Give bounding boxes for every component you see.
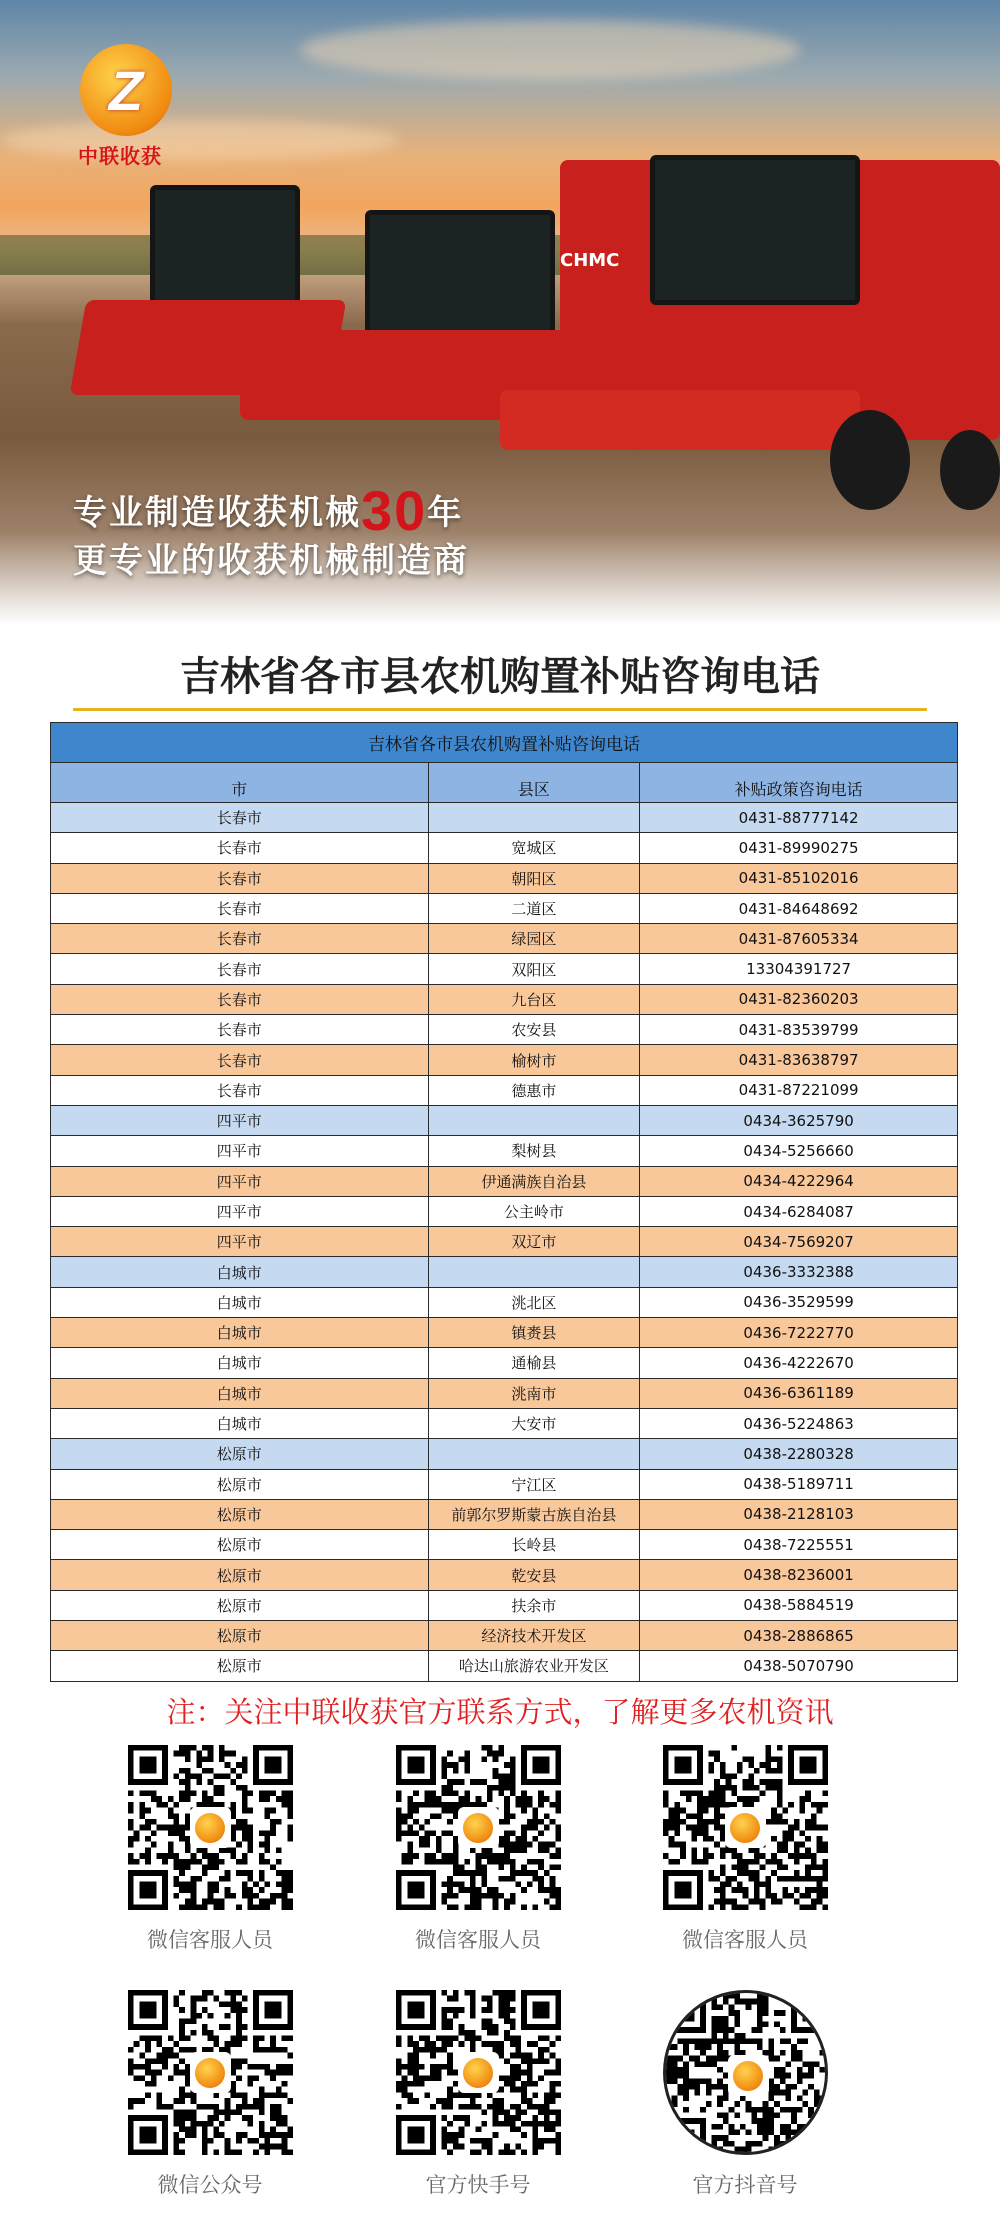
cell-district (428, 803, 640, 833)
brand-logo-icon (190, 2052, 231, 2093)
cell-city: 松原市 (51, 1530, 429, 1560)
cell-district (428, 1257, 640, 1287)
cell-phone[interactable]: 0438-2280328 (640, 1439, 958, 1469)
cell-city: 松原市 (51, 1499, 429, 1529)
cell-phone[interactable]: 0436-7222770 (640, 1318, 958, 1348)
cell-district: 哈达山旅游农业开发区 (428, 1651, 640, 1681)
cell-phone[interactable]: 0436-3529599 (640, 1287, 958, 1317)
table-row (51, 1166, 958, 1196)
cell-district: 洮南市 (428, 1378, 640, 1408)
slogan-suffix: 年 (427, 493, 464, 533)
cell-district: 公主岭市 (428, 1196, 640, 1226)
table-row (51, 893, 958, 923)
cell-city: 松原市 (51, 1439, 429, 1469)
brand-logo-icon (725, 1807, 766, 1848)
slogan-line-2: 更专业的收获机械制造商 (73, 541, 469, 581)
cell-district: 双辽市 (428, 1227, 640, 1257)
cell-city: 白城市 (51, 1348, 429, 1378)
cell-phone[interactable]: 0438-5189711 (640, 1469, 958, 1499)
cell-phone[interactable]: 0434-6284087 (640, 1196, 958, 1226)
cell-district: 双阳区 (428, 954, 640, 984)
cell-phone[interactable]: 0431-83539799 (640, 1015, 958, 1045)
qr-code[interactable] (396, 1990, 561, 2155)
cell-district: 乾安县 (428, 1560, 640, 1590)
table-row (51, 1621, 958, 1651)
cell-city: 长春市 (51, 1075, 429, 1105)
cell-district: 农安县 (428, 1015, 640, 1045)
cell-city: 白城市 (51, 1408, 429, 1438)
brand-logo-icon (728, 2055, 769, 2096)
cell-district (428, 1105, 640, 1135)
qr-label: 微信客服人员 (147, 1928, 273, 1952)
table-row (51, 1045, 958, 1075)
qr-label: 微信公众号 (157, 2173, 263, 2197)
cell-phone[interactable]: 0436-3332388 (640, 1257, 958, 1287)
cell-district: 长岭县 (428, 1530, 640, 1560)
slogan-years: 30 (361, 479, 428, 542)
cell-phone[interactable]: 0431-83638797 (640, 1045, 958, 1075)
cell-city: 长春市 (51, 924, 429, 954)
cell-phone[interactable]: 0438-5070790 (640, 1651, 958, 1681)
cell-phone[interactable]: 0431-84648692 (640, 893, 958, 923)
follow-note: 注：关注中联收获官方联系方式，了解更多农机资讯 (166, 1695, 834, 1729)
table-row (51, 1469, 958, 1499)
table-row (51, 1287, 958, 1317)
cell-district: 德惠市 (428, 1075, 640, 1105)
table-row (51, 1590, 958, 1620)
qr-item (368, 1745, 588, 1954)
cell-city: 松原市 (51, 1651, 429, 1681)
slogan-prefix: 专业制造收获机械 (73, 493, 361, 533)
cell-city: 长春市 (51, 863, 429, 893)
table-row (51, 1015, 958, 1045)
cell-city: 松原市 (51, 1469, 429, 1499)
table-row (51, 924, 958, 954)
cell-district: 通榆县 (428, 1348, 640, 1378)
cell-phone[interactable]: 0438-8236001 (640, 1560, 958, 1590)
subsidy-phone-table (50, 722, 958, 1682)
cell-city: 长春市 (51, 984, 429, 1014)
cell-city: 四平市 (51, 1196, 429, 1226)
cell-phone[interactable]: 0436-4222670 (640, 1348, 958, 1378)
cell-district: 洮北区 (428, 1287, 640, 1317)
cell-phone[interactable]: 0431-82360203 (640, 984, 958, 1014)
table-header-row (51, 763, 958, 803)
cell-district: 伊通满族自治县 (428, 1166, 640, 1196)
cell-phone[interactable]: 0436-5224863 (640, 1408, 958, 1438)
header-phone: 补贴政策咨询电话 (640, 763, 958, 803)
cell-city: 四平市 (51, 1166, 429, 1196)
cell-phone[interactable]: 0434-3625790 (640, 1105, 958, 1135)
table-row (51, 954, 958, 984)
cell-phone[interactable]: 0431-89990275 (640, 833, 958, 863)
table-row (51, 1348, 958, 1378)
cell-phone[interactable]: 0434-4222964 (640, 1166, 958, 1196)
cell-phone[interactable]: 0431-87221099 (640, 1075, 958, 1105)
cell-phone[interactable]: 0431-85102016 (640, 863, 958, 893)
qr-code[interactable] (128, 1990, 293, 2155)
table-row (51, 1560, 958, 1590)
cell-city: 长春市 (51, 803, 429, 833)
qr-code[interactable] (663, 1745, 828, 1910)
cell-phone[interactable]: 0431-88777142 (640, 803, 958, 833)
qr-item (100, 1990, 320, 2199)
cell-city: 松原市 (51, 1560, 429, 1590)
page-title: 吉林省各市县农机购置补贴咨询电话 (180, 654, 820, 700)
cell-district: 镇赉县 (428, 1318, 640, 1348)
cell-city: 长春市 (51, 1045, 429, 1075)
qr-code[interactable] (663, 1990, 828, 2155)
table-row (51, 1530, 958, 1560)
brand-logo-icon (458, 1807, 499, 1848)
cell-district: 梨树县 (428, 1136, 640, 1166)
brand-logo-icon (458, 2052, 499, 2093)
qr-code[interactable] (396, 1745, 561, 1910)
cell-city: 松原市 (51, 1590, 429, 1620)
cell-district: 九台区 (428, 984, 640, 1014)
cell-phone[interactable]: 0436-6361189 (640, 1378, 958, 1408)
header-city: 市 (51, 763, 429, 803)
table-row (51, 1439, 958, 1469)
cell-district: 榆树市 (428, 1045, 640, 1075)
cell-district (428, 1439, 640, 1469)
qr-item (368, 1990, 588, 2199)
cell-district: 宽城区 (428, 833, 640, 863)
table-caption-row (51, 723, 958, 763)
cell-district: 绿园区 (428, 924, 640, 954)
cell-phone[interactable]: 0438-2886865 (640, 1621, 958, 1651)
table-row (51, 1378, 958, 1408)
table-row (51, 1408, 958, 1438)
qr-label: 官方抖音号 (692, 2173, 798, 2197)
table-row (51, 863, 958, 893)
qr-item (635, 1990, 855, 2199)
qr-item (100, 1745, 320, 1954)
cell-city: 白城市 (51, 1378, 429, 1408)
cell-phone[interactable]: 13304391727 (640, 954, 958, 984)
cell-city: 长春市 (51, 893, 429, 923)
table-row (51, 1227, 958, 1257)
cell-city: 长春市 (51, 833, 429, 863)
table-row (51, 1105, 958, 1135)
brand-logo-icon (190, 1807, 231, 1848)
cell-district: 前郭尔罗斯蒙古族自治县 (428, 1499, 640, 1529)
brand-logo: Z (80, 44, 172, 136)
table-row (51, 1257, 958, 1287)
cell-city: 白城市 (51, 1318, 429, 1348)
cell-phone[interactable]: 0431-87605334 (640, 924, 958, 954)
cell-phone[interactable]: 0434-7569207 (640, 1227, 958, 1257)
title-underline (73, 708, 927, 711)
cell-city: 松原市 (51, 1621, 429, 1651)
table-caption: 吉林省各市县农机购置补贴咨询电话 (51, 723, 958, 763)
cell-city: 长春市 (51, 954, 429, 984)
table-row (51, 1136, 958, 1166)
table-row (51, 984, 958, 1014)
table-row (51, 1499, 958, 1529)
cell-district: 宁江区 (428, 1469, 640, 1499)
cell-district: 经济技术开发区 (428, 1621, 640, 1651)
cell-district: 二道区 (428, 893, 640, 923)
header-district: 县区 (428, 763, 640, 803)
qr-item (635, 1745, 855, 1954)
qr-label: 微信客服人员 (415, 1928, 541, 1952)
table-row (51, 803, 958, 833)
cell-district: 大安市 (428, 1408, 640, 1438)
brand-name: 中联收获 (78, 144, 162, 168)
cell-phone[interactable]: 0438-7225551 (640, 1530, 958, 1560)
cell-city: 四平市 (51, 1136, 429, 1166)
cell-city: 四平市 (51, 1105, 429, 1135)
cell-city: 白城市 (51, 1287, 429, 1317)
table-row (51, 1651, 958, 1681)
cell-district: 扶余市 (428, 1590, 640, 1620)
qr-label: 官方快手号 (425, 2173, 531, 2197)
cell-city: 白城市 (51, 1257, 429, 1287)
table-row (51, 833, 958, 863)
cell-phone[interactable]: 0438-5884519 (640, 1590, 958, 1620)
cell-district: 朝阳区 (428, 863, 640, 893)
cell-phone[interactable]: 0438-2128103 (640, 1499, 958, 1529)
hero-banner (0, 0, 1000, 625)
cell-phone[interactable]: 0434-5256660 (640, 1136, 958, 1166)
cell-city: 四平市 (51, 1227, 429, 1257)
qr-code[interactable] (128, 1745, 293, 1910)
qr-label: 微信客服人员 (682, 1928, 808, 1952)
table-row (51, 1075, 958, 1105)
table-row (51, 1318, 958, 1348)
machine-label: CHMC (560, 250, 620, 271)
table-row (51, 1196, 958, 1226)
cell-city: 长春市 (51, 1015, 429, 1045)
